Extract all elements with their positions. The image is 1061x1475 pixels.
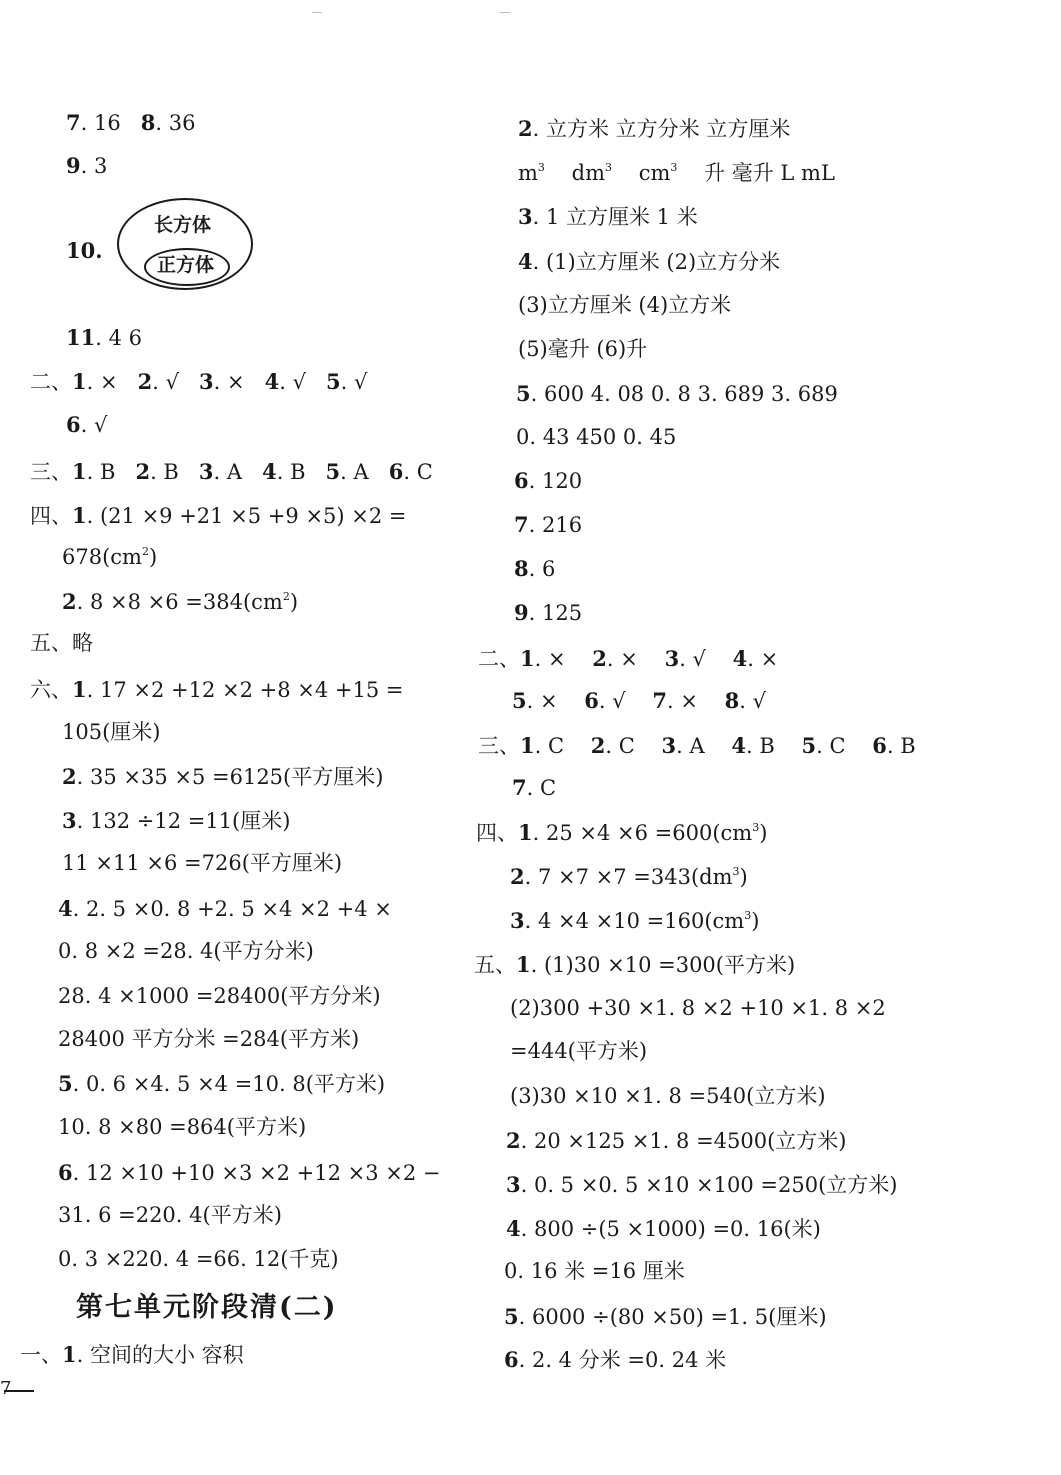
answer-line: 3. $4 \times 4 \times 10 =160(cm^3)$ bbox=[510, 908, 760, 933]
answer-line: 2. 立方米 立方分米 立方厘米 bbox=[518, 116, 791, 141]
scan-mark bbox=[312, 12, 322, 13]
answer-line: 7. C bbox=[512, 775, 557, 800]
answer-line: 二、1. × 2. √ 3. × 4. √ 5. √ bbox=[30, 369, 368, 394]
answer-line: 4. 800 ÷(5 ×1000) =0. 16(米) bbox=[506, 1216, 821, 1241]
answer-line: 三、1. C 2. C 3. A 4. B 5. C 6. B bbox=[478, 733, 916, 758]
answer-line: 一、1. 空间的大小 容积 bbox=[20, 1342, 244, 1367]
answer-line: $678(cm^2)$ bbox=[62, 545, 158, 569]
answer-number: 10. bbox=[66, 238, 103, 263]
answer-line: 3. 132 ÷12 =11(厘米) bbox=[62, 808, 291, 833]
answer-line: 四、1. (21 ×9 +21 ×5 +9 ×5) ×2 = bbox=[30, 503, 407, 528]
answer-line: 7. 16 8. 36 bbox=[66, 110, 196, 135]
answer-line: 五、1. (1)30 ×10 =300(平方米) bbox=[474, 952, 796, 977]
answer-line: 2. $7 \times 7 \times 7 =343(dm^3)$ bbox=[510, 864, 748, 889]
answer-line: 31. 6 =220. 4(平方米) bbox=[58, 1203, 282, 1227]
answer-line: 5. × 6. √ 7. × 8. √ bbox=[512, 688, 766, 713]
answer-line: 6. √ bbox=[66, 412, 108, 437]
answer-line: 5. 600 4. 08 0. 8 3. 689 3. 689 bbox=[516, 381, 838, 406]
answer-line: 9. 3 bbox=[66, 153, 108, 178]
answer-line: 2. 20 ×125 ×1. 8 =4500(立方米) bbox=[506, 1128, 847, 1153]
scan-mark bbox=[500, 12, 510, 13]
answer-line: 三、1. B 2. B 3. A 4. B 5. A 6. C bbox=[30, 459, 433, 484]
answer-line: 0. 16 米 =16 厘米 bbox=[504, 1259, 685, 1283]
answer-line: $m^3$ $dm^3$ $cm^3$ 升 毫升 L mL bbox=[518, 161, 835, 185]
answer-line: 3. 0. 5 ×0. 5 ×10 ×100 =250(立方米) bbox=[506, 1172, 898, 1197]
answer-line: 3. 1 立方厘米 1 米 bbox=[518, 204, 698, 229]
answer-line: 7. 216 bbox=[514, 512, 583, 537]
answer-line: (5)毫升 (6)升 bbox=[518, 337, 648, 361]
answer-line: 0. 8 ×2 =28. 4(平方分米) bbox=[58, 939, 314, 963]
answer-line: 4. (1)立方厘米 (2)立方分米 bbox=[518, 249, 781, 274]
cuboid-label: 长方体 bbox=[154, 214, 212, 236]
answer-line: (3)立方厘米 (4)立方米 bbox=[518, 293, 732, 317]
answer-line: 6. 12 ×10 +10 ×3 ×2 +12 ×3 ×2 − bbox=[58, 1160, 441, 1185]
answer-line: 5. 0. 6 ×4. 5 ×4 =10. 8(平方米) bbox=[58, 1071, 386, 1096]
answer-line: 六、1. 17 ×2 +12 ×2 +8 ×4 +15 = bbox=[30, 677, 404, 702]
answer-line: =444(平方米) bbox=[510, 1039, 648, 1063]
answer-line: 11. 4 6 bbox=[66, 325, 142, 350]
answer-line: 9. 125 bbox=[514, 600, 583, 625]
answer-line: 5. 6000 ÷(80 ×50) =1. 5(厘米) bbox=[504, 1304, 827, 1329]
section-heading: 第七单元阶段清(二) bbox=[76, 1292, 338, 1323]
answer-line: (3)30 ×10 ×1. 8 =540(立方米) bbox=[510, 1084, 826, 1108]
answer-line: 4. 2. 5 ×0. 8 +2. 5 ×4 ×2 +4 × bbox=[58, 896, 392, 921]
answer-line: 2. 35 ×35 ×5 =6125(平方厘米) bbox=[62, 764, 384, 789]
answer-line: 8. 6 bbox=[514, 556, 556, 581]
answer-line: 2. $8 \times 8 \times 6 =384(cm^2)$ bbox=[62, 589, 299, 614]
answer-line: 6. 120 bbox=[514, 468, 583, 493]
answer-line: 28. 4 ×1000 =28400(平方分米) bbox=[58, 984, 381, 1008]
answer-line: 28400 平方分米 =284(平方米) bbox=[58, 1027, 360, 1051]
answer-line: 105(厘米) bbox=[62, 720, 161, 744]
answer-line: 6. 2. 4 分米 =0. 24 米 bbox=[504, 1347, 727, 1372]
answer-line: (2)300 +30 ×1. 8 ×2 +10 ×1. 8 ×2 bbox=[510, 996, 886, 1020]
answer-line: 二、1. × 2. × 3. √ 4. × bbox=[478, 646, 779, 671]
answer-line: 0. 3 ×220. 4 =66. 12(千克) bbox=[58, 1247, 339, 1271]
answer-line: 五、略 bbox=[30, 631, 93, 655]
cube-label: 正方体 bbox=[157, 254, 215, 276]
answer-line: 0. 43 450 0. 45 bbox=[516, 425, 677, 449]
answer-line: 11 ×11 ×6 =726(平方厘米) bbox=[62, 851, 343, 875]
page-number: 7 bbox=[0, 1378, 12, 1399]
answer-line: 10. 8 ×80 =864(平方米) bbox=[58, 1115, 307, 1139]
answer-line: 四、1. $25 \times 4 \times 6 =600(cm^3)$ bbox=[476, 820, 768, 845]
